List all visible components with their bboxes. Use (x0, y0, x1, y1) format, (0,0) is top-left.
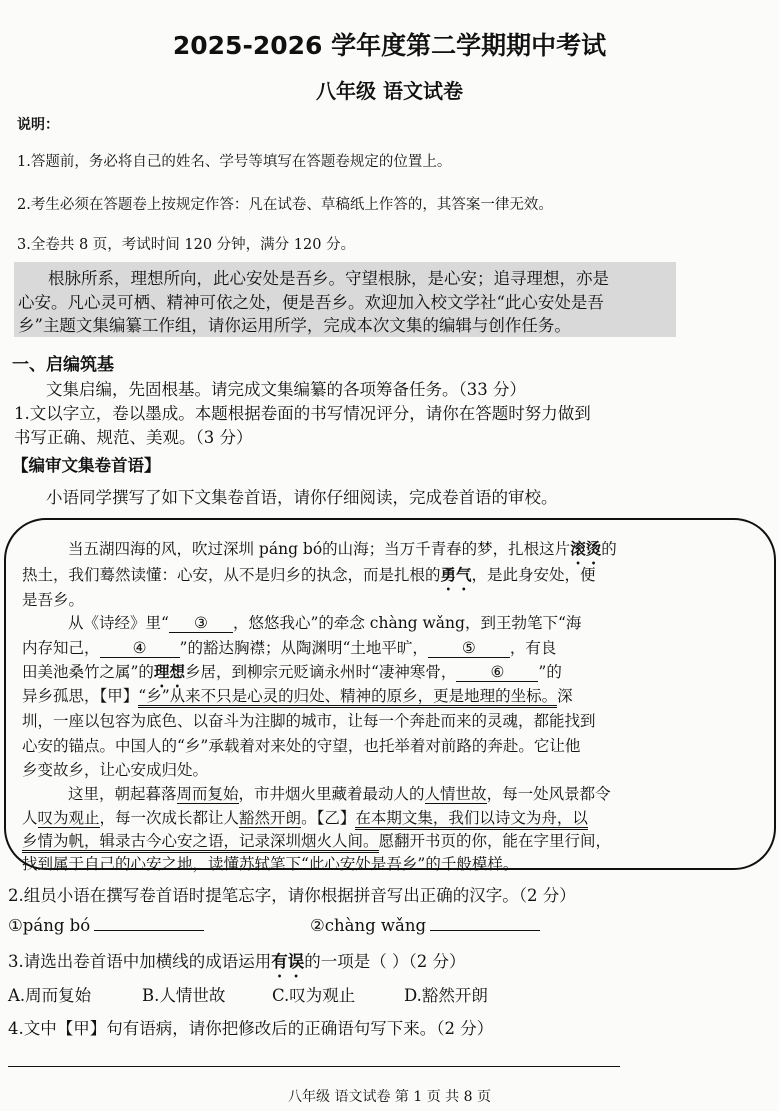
exam-subtitle: 八年级 语文试卷 (316, 79, 463, 103)
intro-line: 乡”主题文集编纂工作组，请你运用所学，完成本次文集的编辑与创作任务。 (18, 316, 571, 335)
passage-line: 这里，朝起暮落周而复始，市井烟火里藏着最动人的人情世故，每一处风景都令 (68, 785, 611, 803)
passage-line: 找到属于自己的心安之地，读懂苏轼笔下“此心安处是吾乡”的千般模样。 (22, 855, 519, 873)
question-2-item-b: ②chàng wǎng (310, 916, 540, 935)
passage-line: 圳，一座以包容为底色、以奋斗为注脚的城市，让每一个奔赴而来的灵魂，都能找到 (22, 712, 596, 730)
intro-line: 心安。凡心灵可栖、精神可依之处，便是吾乡。欢迎加入校文学社“此心安处是吾 (18, 293, 604, 312)
passage-line: 当五湖四海的风，吹过深圳 páng bó的山海；当万千青春的梦，扎根这片滚烫的 (68, 539, 617, 558)
passage-line: 田美池桑竹之属”的理想乡居，到柳宗元贬谪永州时“凄神寒骨， ⑥ ”的 (22, 662, 562, 681)
note-item: 3.全卷共 8 页，考试时间 120 分钟，满分 120 分。 (17, 237, 356, 253)
section-heading: 一、启编筑基 (12, 355, 114, 375)
answer-blank[interactable] (94, 916, 204, 931)
note-item: 2.考生必须在答题卷上按规定作答：凡在试卷、草稿纸上作答的，其答案一律无效。 (17, 197, 553, 213)
passage-line: 乡变故乡，让心安成归处。 (22, 761, 209, 779)
answer-line[interactable] (8, 1066, 620, 1067)
note-item: 1.答题前，务必将自己的姓名、学号等填写在答题卷规定的位置上。 (17, 154, 452, 170)
option-d: D.豁然开朗 (404, 986, 488, 1005)
passage-line: 是吾乡。 (22, 591, 85, 609)
question-2: 2.组员小语在撰写卷首语时提笔忘字，请你根据拼音写出正确的汉字。（2 分） (8, 886, 576, 905)
exam-title: 2025-2026 学年度第二学期期中考试 (172, 31, 607, 60)
answer-blank[interactable] (430, 916, 540, 931)
sub-heading: 【编审文集卷首语】 (12, 456, 161, 475)
passage-line: 乡情为帆，辑录古今心安之语，记录深圳烟火人间。愿翻开书页的你，能在字里行间， (22, 829, 611, 851)
question-3: 3.请选出卷首语中加横线的成语运用有误的一项是（ ）（2 分） (8, 952, 466, 971)
passage-line: 心安的锚点。中国人的“乡”承载着对来处的守望，也托举着对前路的奔赴。它让他 (22, 737, 581, 755)
passage-line: 异乡孤思，【甲】“乡”从来不只是心灵的归处、精神的原乡，更是地理的坐标。深 (22, 684, 573, 706)
passage-line: 内存知己， ④ ”的豁达胸襟；从陶渊明“土地平旷， ⑤ ，有良 (22, 639, 557, 657)
option-a: A.周而复始 (8, 986, 92, 1005)
question-4: 4.文中【甲】句有语病，请你把修改后的正确语句写下来。（2 分） (8, 1019, 494, 1038)
intro-line: 根脉所系，理想所向，此心安处是吾乡。守望根脉，是心安；追寻理想，亦是 (48, 269, 609, 288)
question-2-item-a: ①páng bó (8, 916, 204, 935)
passage-line: 热土，我们蓦然读懂：心安，从不是归乡的执念，而是扎根的勇气，是此身安处，便 (22, 565, 596, 584)
notes-heading: 说明： (17, 117, 59, 133)
sub-lead: 小语同学撰写了如下文集卷首语，请你仔细阅读，完成卷首语的审校。 (46, 488, 558, 507)
passage-line: 从《诗经》里“ ③ ，悠悠我心”的牵念 chàng wǎng，到王勃笔下“海 (68, 614, 582, 632)
section-lead: 文集启编，先固根基。请完成文集编纂的各项筹备任务。（33 分） (46, 380, 526, 399)
option-c: C.叹为观止 (272, 986, 356, 1005)
passage-line: 人叹为观止，每一次成长都让人豁然开朗。【乙】在本期文集，我们以诗文为舟，以 (22, 806, 588, 828)
question-1-cont: 书写正确、规范、美观。（3 分） (14, 428, 253, 447)
question-1: 1.文以字立，卷以墨成。本题根据卷面的书写情况评分，请你在答题时努力做到 (14, 404, 591, 423)
page-footer: 八年级 语文试卷 第 1 页 共 8 页 (288, 1089, 491, 1105)
option-b: B.人情世故 (142, 986, 226, 1005)
